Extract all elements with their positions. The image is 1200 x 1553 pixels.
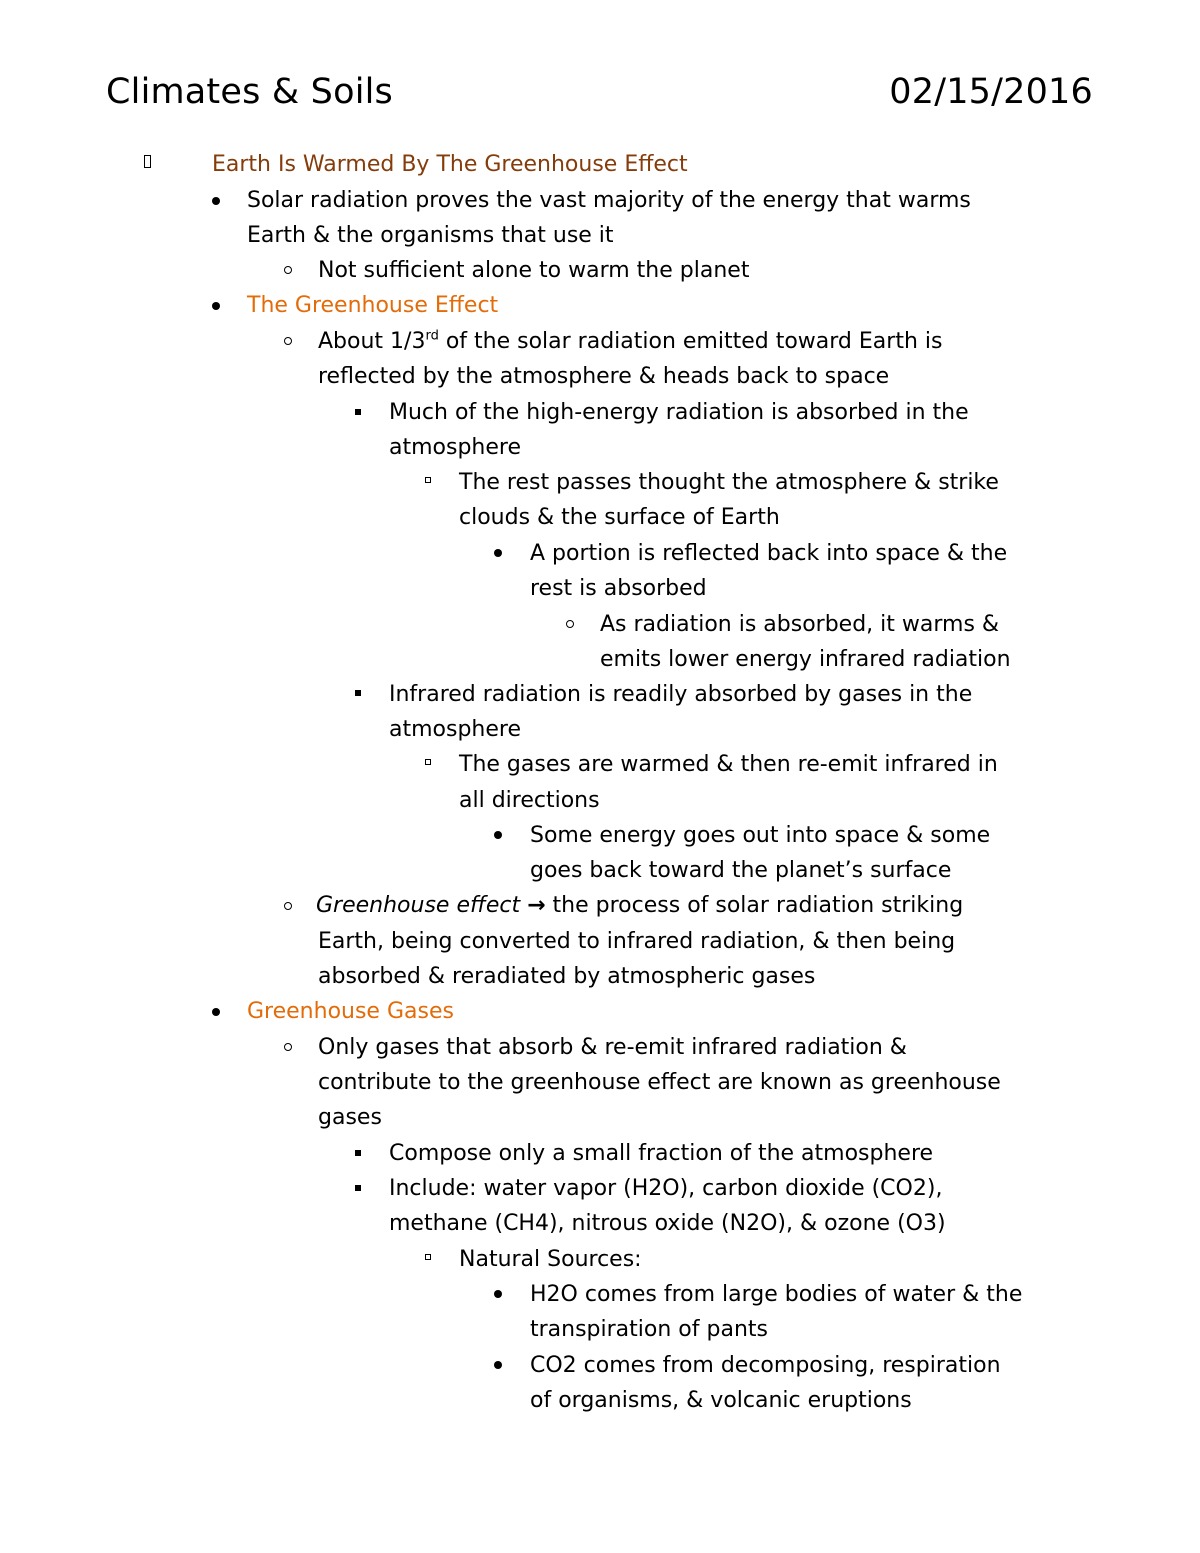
note-text: Only gases that absorb & re-emit infrared radiation &: [318, 1035, 907, 1060]
disc-bullet-icon: [212, 197, 220, 205]
note-text: all directions: [459, 788, 600, 813]
note-text: contribute to the greenhouse effect are known as greenhouse: [318, 1070, 1001, 1095]
circle-bullet-icon: [284, 266, 292, 274]
note-text: Solar radiation proves the vast majority of the energy that warms: [247, 188, 971, 213]
square-bullet-icon: [355, 690, 361, 696]
note-text: Not sufficient alone to warm the planet: [318, 258, 750, 283]
note-text: Earth, being converted to infrared radiation, & then being: [318, 929, 956, 954]
note-text: reflected by the atmosphere & heads back to space: [318, 364, 890, 389]
term: Greenhouse effect: [316, 893, 521, 918]
note-text: absorbed & reradiated by atmospheric gases: [318, 964, 816, 989]
disc-bullet-icon: [494, 1290, 502, 1298]
superscript: rd: [425, 328, 439, 344]
square-bullet-icon: [355, 409, 361, 415]
document-date: 02/15/2016: [889, 72, 1093, 112]
note-text: methane (CH4), nitrous oxide (N2O), & ozone (O3): [389, 1211, 946, 1236]
note-text: As radiation is absorbed, it warms &: [600, 612, 1000, 637]
note-text: Much of the high-energy radiation is absorbed in the: [389, 400, 969, 425]
note-text: A portion is reflected back into space & the: [530, 541, 1008, 566]
circle-bullet-icon: [284, 337, 292, 345]
section-heading: Earth Is Warmed By The Greenhouse Effect: [212, 152, 688, 177]
note-text: H2O comes from large bodies of water & the: [530, 1282, 1023, 1307]
note-text: CO2 comes from decomposing, respiration: [530, 1353, 1001, 1378]
disc-bullet-icon: [494, 1361, 502, 1369]
note-text: Compose only a small fraction of the atmosphere: [389, 1141, 934, 1166]
circle-bullet-icon: [566, 620, 574, 628]
hollow-square-bullet-icon: [425, 1254, 431, 1260]
note-text: atmosphere: [389, 435, 521, 460]
note-text: Include: water vapor (H2O), carbon dioxide (CO2),: [389, 1176, 943, 1201]
document-title: Climates & Soils: [106, 72, 393, 112]
circle-bullet-icon: [284, 902, 292, 910]
note-text: clouds & the surface of Earth: [459, 505, 780, 530]
hollow-square-bullet-icon: [425, 477, 431, 483]
disc-bullet-icon: [212, 1008, 220, 1016]
hollow-square-bullet-icon: [425, 759, 431, 765]
note-text: Earth & the organisms that use it: [247, 223, 614, 248]
note-text: Natural Sources:: [459, 1247, 642, 1272]
note-text: About 1/3rd of the solar radiation emitted toward Earth is: [318, 328, 943, 354]
note-text: Greenhouse effect → the process of solar radiation striking: [316, 893, 964, 918]
note-text: The rest passes thought the atmosphere & strike: [459, 470, 999, 495]
disc-bullet-icon: [212, 302, 220, 310]
disc-bullet-icon: [494, 831, 502, 839]
note-text: of organisms, & volcanic eruptions: [530, 1388, 912, 1413]
note-text: goes back toward the planet’s surface: [530, 858, 952, 883]
note-text: Infrared radiation is readily absorbed by gases in the: [389, 682, 973, 707]
subheading: Greenhouse Gases: [247, 999, 454, 1024]
arrow-right-icon: →: [527, 893, 546, 918]
note-text: Some energy goes out into space & some: [530, 823, 991, 848]
subheading: The Greenhouse Effect: [247, 293, 499, 318]
disc-bullet-icon: [494, 549, 502, 557]
note-text: gases: [318, 1105, 382, 1130]
note-text: transpiration of pants: [530, 1317, 768, 1342]
missing-glyph-icon: [144, 155, 151, 168]
note-text: emits lower energy infrared radiation: [600, 647, 1011, 672]
square-bullet-icon: [355, 1150, 361, 1156]
note-text: The gases are warmed & then re-emit infrared in: [459, 752, 998, 777]
circle-bullet-icon: [284, 1043, 292, 1051]
note-text: atmosphere: [389, 717, 521, 742]
square-bullet-icon: [355, 1185, 361, 1191]
note-text: rest is absorbed: [530, 576, 707, 601]
